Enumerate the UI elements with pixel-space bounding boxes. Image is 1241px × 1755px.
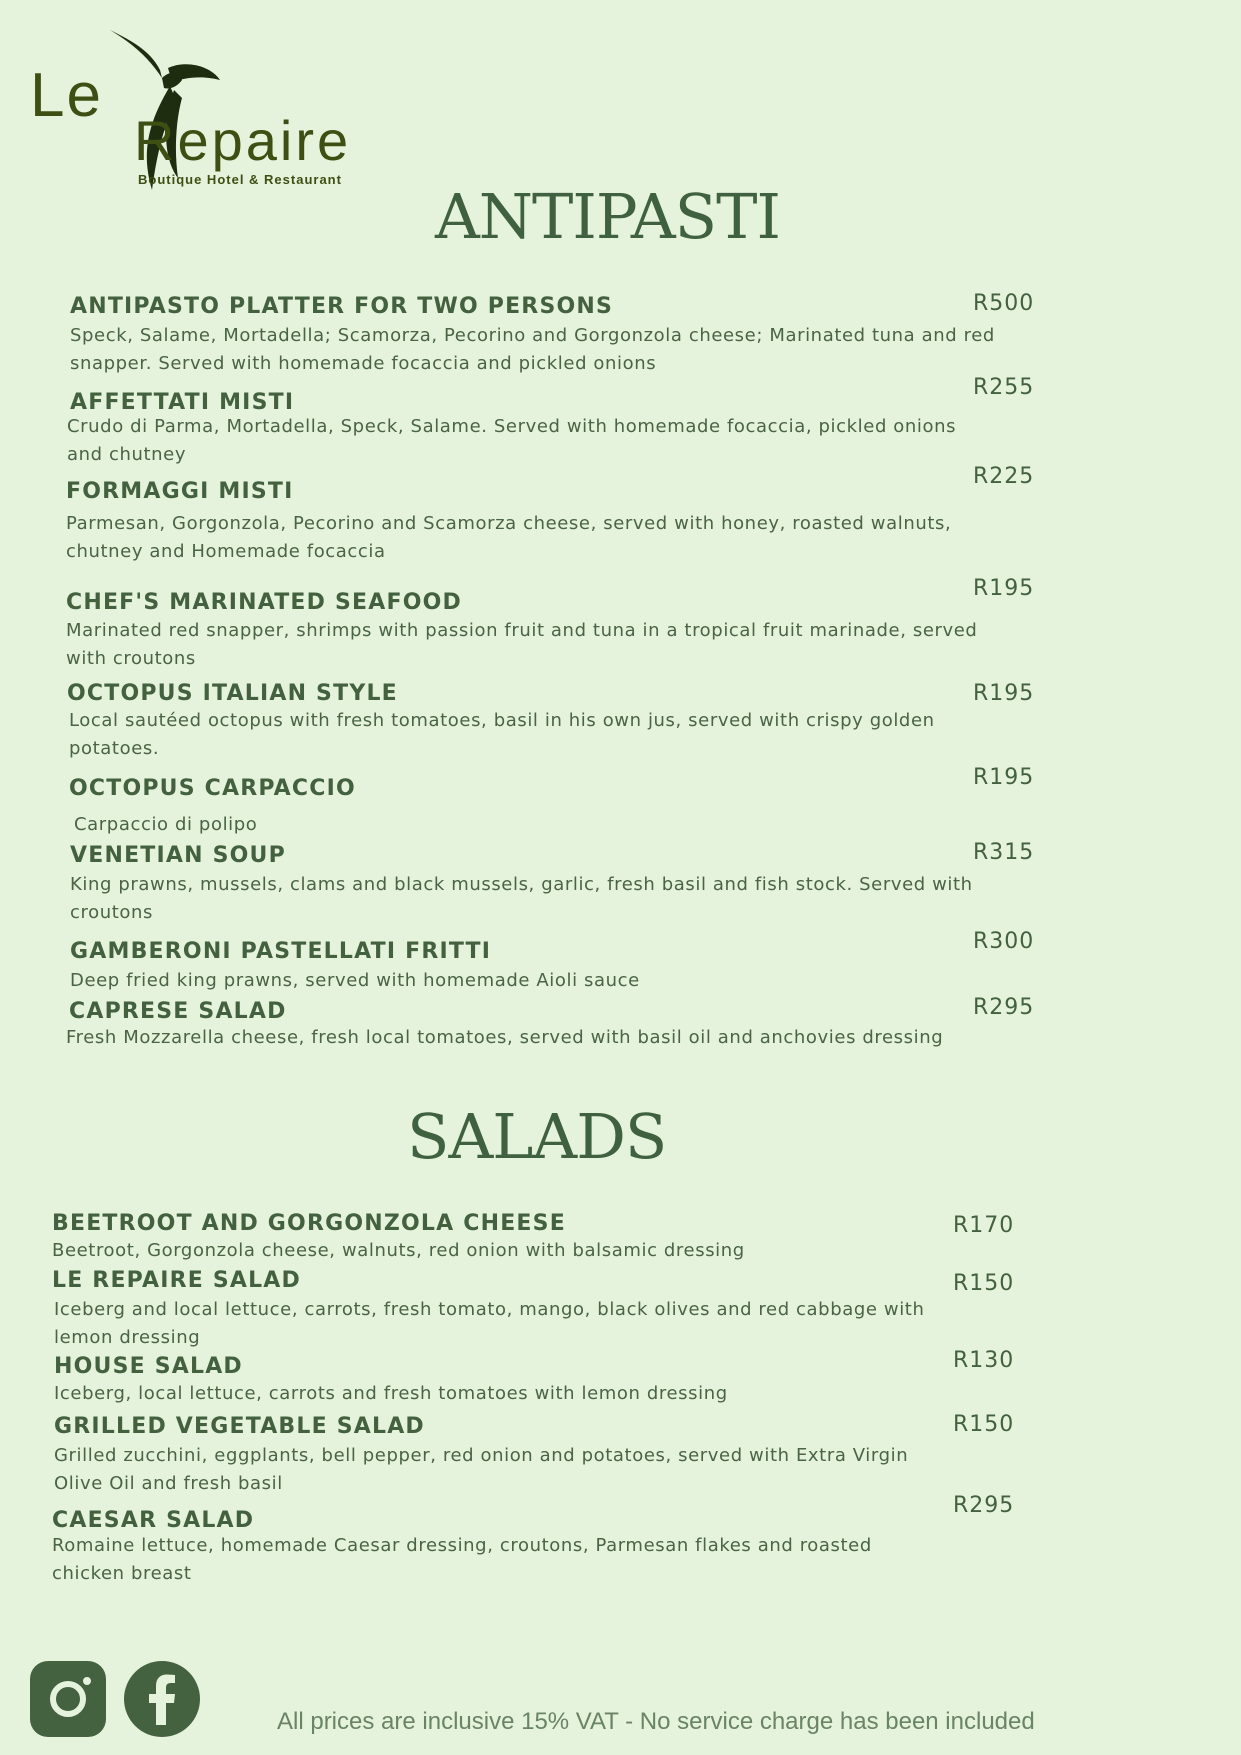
antipasti-item-name: GAMBERONI PASTELLATI FRITTI (70, 939, 492, 964)
antipasti-item-desc: Carpaccio di polipo (74, 814, 258, 835)
salads-item-desc: Beetroot, Gorgonzola cheese, walnuts, red onion with balsamic dressing (52, 1240, 745, 1261)
logo-le-text: Le (30, 61, 103, 130)
antipasti-item-desc: Fresh Mozzarella cheese, fresh local tomatoes, served with basil oil and anchovies dressing (66, 1027, 944, 1048)
salads-item-name: CAESAR SALAD (52, 1508, 255, 1533)
salads-item-price: R130 (953, 1348, 1015, 1373)
salads-item-price: R295 (953, 1493, 1015, 1518)
antipasti-item-price: R315 (973, 840, 1035, 865)
instagram-icon[interactable] (30, 1661, 106, 1737)
antipasti-item-name: CAPRESE SALAD (69, 999, 287, 1024)
salads-item-name: BEETROOT AND GORGONZOLA CHEESE (52, 1211, 566, 1236)
antipasti-item-desc: Marinated red snapper, shrimps with passion fruit and tuna in a tropical fruit marinade, served with croutons (66, 620, 978, 669)
antipasti-item-desc: King prawns, mussels, clams and black mussels, garlic, fresh basil and fish stock. Served with croutons (70, 874, 973, 923)
salads-item-desc: Grilled zucchini, eggplants, bell pepper, red onion and potatoes, served with Extra Virgin Olive Oil and fresh basil (54, 1445, 909, 1494)
antipasti-item-desc: Crudo di Parma, Mortadella, Speck, Salame. Served with homemade focaccia, pickled onions and chutney (67, 416, 957, 465)
logo-tagline: Boutique Hotel & Restaurant (138, 172, 342, 187)
facebook-icon[interactable] (124, 1661, 200, 1737)
antipasti-item-desc: Local sautéed octopus with fresh tomatoes, basil in his own jus, served with crispy golden potatoes. (69, 710, 935, 759)
salads-item-price: R150 (953, 1412, 1015, 1437)
antipasti-item-name: CHEF'S MARINATED SEAFOOD (66, 590, 462, 615)
antipasti-item-name: VENETIAN SOUP (70, 843, 286, 868)
salads-title: SALADS (407, 1100, 667, 1173)
antipasti-item-desc: Deep fried king prawns, served with homemade Aioli sauce (70, 970, 640, 991)
antipasti-item-price: R255 (973, 375, 1035, 400)
antipasti-item-price: R300 (973, 929, 1035, 954)
antipasti-item-price: R195 (973, 765, 1035, 790)
salads-item-name: LE REPAIRE SALAD (52, 1268, 301, 1293)
salads-item-price: R170 (953, 1213, 1015, 1238)
salads-item-desc: Iceberg and local lettuce, carrots, fresh tomato, mango, black olives and red cabbage with lemon dressing (54, 1299, 925, 1348)
antipasti-item-desc: Speck, Salame, Mortadella; Scamorza, Pecorino and Gorgonzola cheese; Marinated tuna and red snapper. Served with homemade focaccia and pickled onions (70, 325, 995, 374)
antipasti-title: ANTIPASTI (435, 180, 780, 253)
salads-item-name: GRILLED VEGETABLE SALAD (54, 1414, 425, 1439)
antipasti-item-name: OCTOPUS CARPACCIO (69, 776, 356, 801)
salads-item-desc: Romaine lettuce, homemade Caesar dressing, croutons, Parmesan flakes and roasted chicken breast (52, 1535, 872, 1584)
antipasti-item-price: R195 (973, 681, 1035, 706)
antipasti-item-price: R500 (973, 291, 1035, 316)
antipasti-item-name: OCTOPUS ITALIAN STYLE (67, 681, 398, 706)
salads-item-price: R150 (953, 1271, 1015, 1296)
logo (30, 20, 430, 200)
antipasti-item-price: R195 (973, 576, 1035, 601)
salads-item-name: HOUSE SALAD (54, 1354, 243, 1379)
antipasti-item-price: R295 (973, 995, 1035, 1020)
antipasti-item-price: R225 (973, 464, 1035, 489)
antipasti-item-name: FORMAGGI MISTI (66, 479, 294, 504)
logo-repaire-text: Repaire (134, 109, 352, 172)
antipasti-item-name: AFFETTATI MISTI (70, 390, 295, 415)
antipasti-item-desc: Parmesan, Gorgonzola, Pecorino and Scamorza cheese, served with honey, roasted walnuts, chutney and Homemade focaccia (66, 513, 952, 562)
salads-item-desc: Iceberg, local lettuce, carrots and fresh tomatoes with lemon dressing (54, 1383, 728, 1404)
vat-note: All prices are inclusive 15% VAT - No service charge has been included (277, 1708, 1035, 1735)
antipasti-item-name: ANTIPASTO PLATTER FOR TWO PERSONS (70, 294, 614, 319)
